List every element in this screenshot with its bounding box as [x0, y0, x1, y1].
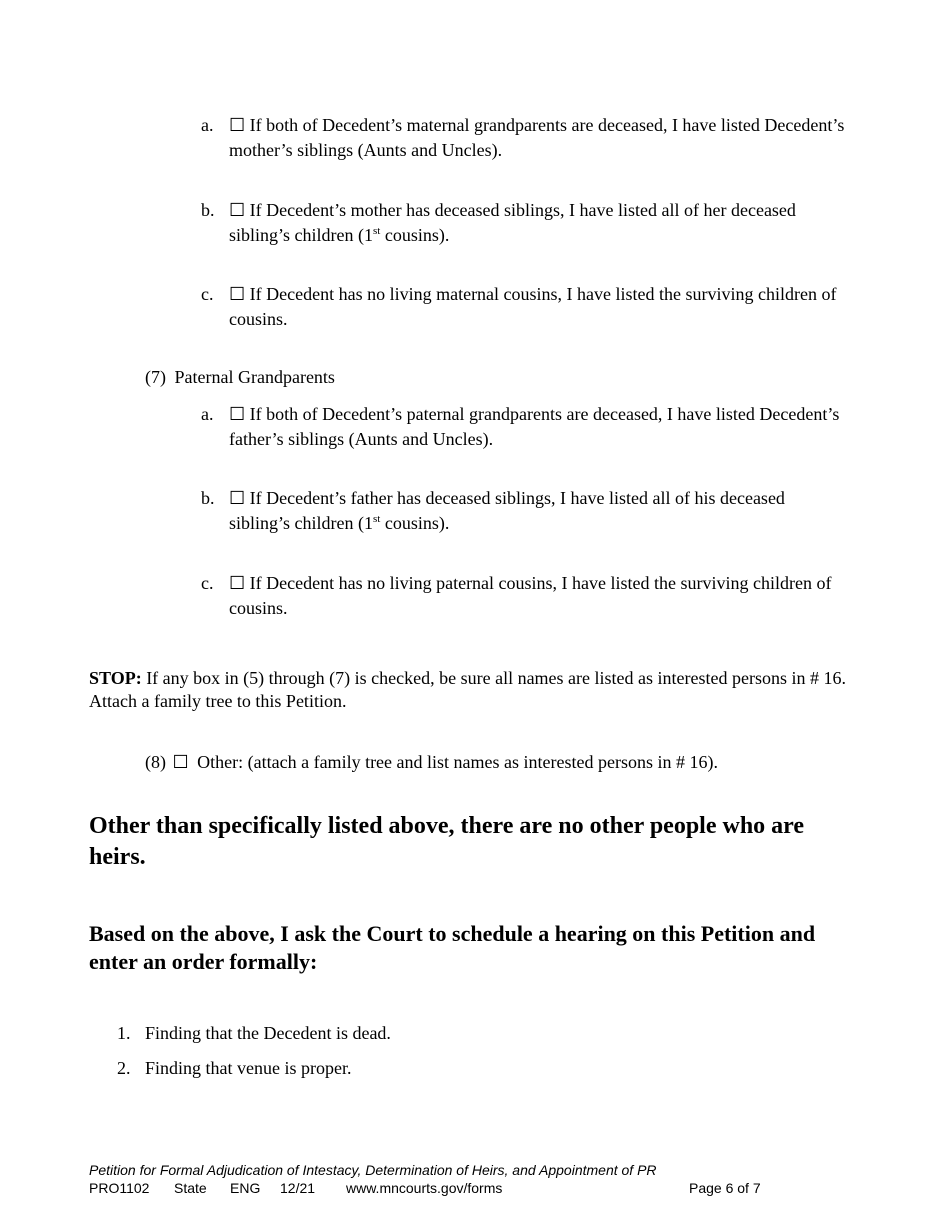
finding-text: Finding that the Decedent is dead.	[145, 1023, 391, 1043]
item-text	[229, 571, 849, 621]
checkbox[interactable]: ☐	[229, 488, 246, 508]
footer-form-title	[89, 1162, 657, 1179]
item-body: If Decedent’s father has deceased siblings, I have listed all of his deceased sibling’s children (1	[229, 488, 785, 533]
item-body: If Decedent’s mother has deceased siblings, I have listed all of her deceased sibling’s children (1	[229, 200, 796, 245]
finding-number: 2.	[117, 1058, 131, 1078]
item-text	[229, 113, 849, 163]
item-text	[229, 282, 849, 332]
stop-label: STOP:	[89, 668, 142, 688]
checkbox[interactable]: ☐	[229, 200, 246, 220]
item-label: b.	[201, 488, 215, 508]
language: ENG	[230, 1180, 261, 1196]
checkbox[interactable]: ☐	[229, 115, 246, 135]
section-8	[145, 750, 718, 775]
item-body: If Decedent has no living paternal cousins, I have listed the surviving children of cousins.	[229, 573, 832, 618]
checkbox[interactable]: ☐	[172, 752, 189, 772]
section-number: (7)	[145, 367, 166, 387]
ordinal-sup: st	[372, 225, 381, 237]
footer-meta	[89, 1180, 789, 1197]
jurisdiction: State	[174, 1180, 207, 1196]
stop-notice	[89, 667, 849, 713]
checkbox[interactable]: ☐	[229, 573, 246, 593]
section-7-heading	[145, 365, 335, 390]
item-label: a.	[201, 404, 214, 424]
item-label: c.	[201, 284, 214, 304]
checkbox[interactable]: ☐	[229, 284, 246, 304]
item-text	[229, 198, 849, 248]
checkbox[interactable]: ☐	[229, 404, 246, 424]
item-label: b.	[201, 200, 215, 220]
item-label: a.	[201, 115, 214, 135]
finding-text: Finding that venue is proper.	[145, 1058, 352, 1078]
item-text	[229, 402, 849, 452]
revision: 12/21	[280, 1180, 316, 1196]
page-number: Page 6 of 7	[689, 1180, 761, 1196]
item-body-end: cousins).	[380, 513, 450, 533]
section-8-text: Other: (attach a family tree and list names as interested persons in # 16).	[197, 752, 718, 772]
item-body: If Decedent has no living maternal cousins, I have listed the surviving children of cousins.	[229, 284, 837, 329]
item-text	[229, 486, 849, 536]
stop-text: If any box in (5) through (7) is checked, be sure all names are listed as interested persons in # 16. Attach a family tree to this Petition.	[89, 668, 846, 711]
section-title: Paternal Grandparents	[174, 367, 335, 387]
item-body: If both of Decedent’s maternal grandparents are deceased, I have listed Decedent’s mother’s siblings (Aunts and Uncles).	[229, 115, 845, 160]
website-link[interactable]: www.mncourts.gov/forms	[346, 1180, 503, 1196]
form-title: Petition for Formal Adjudication of Intestacy, Determination of Heirs, and Appointment of PR	[89, 1162, 657, 1178]
section-number: (8)	[145, 752, 166, 772]
no-other-heirs-heading: Other than specifically listed above, there are no other people who are heirs.	[89, 813, 805, 870]
item-body-end: cousins).	[380, 225, 450, 245]
ordinal-sup: st	[372, 513, 381, 525]
form-code: PRO1102	[89, 1180, 150, 1196]
item-label: c.	[201, 573, 214, 593]
item-body: If both of Decedent’s paternal grandparents are deceased, I have listed Decedent’s father’s siblings (Aunts and Uncles).	[229, 404, 840, 449]
finding-number: 1.	[117, 1023, 131, 1043]
request-heading: Based on the above, I ask the Court to schedule a hearing on this Petition and enter an order formally:	[89, 921, 816, 974]
